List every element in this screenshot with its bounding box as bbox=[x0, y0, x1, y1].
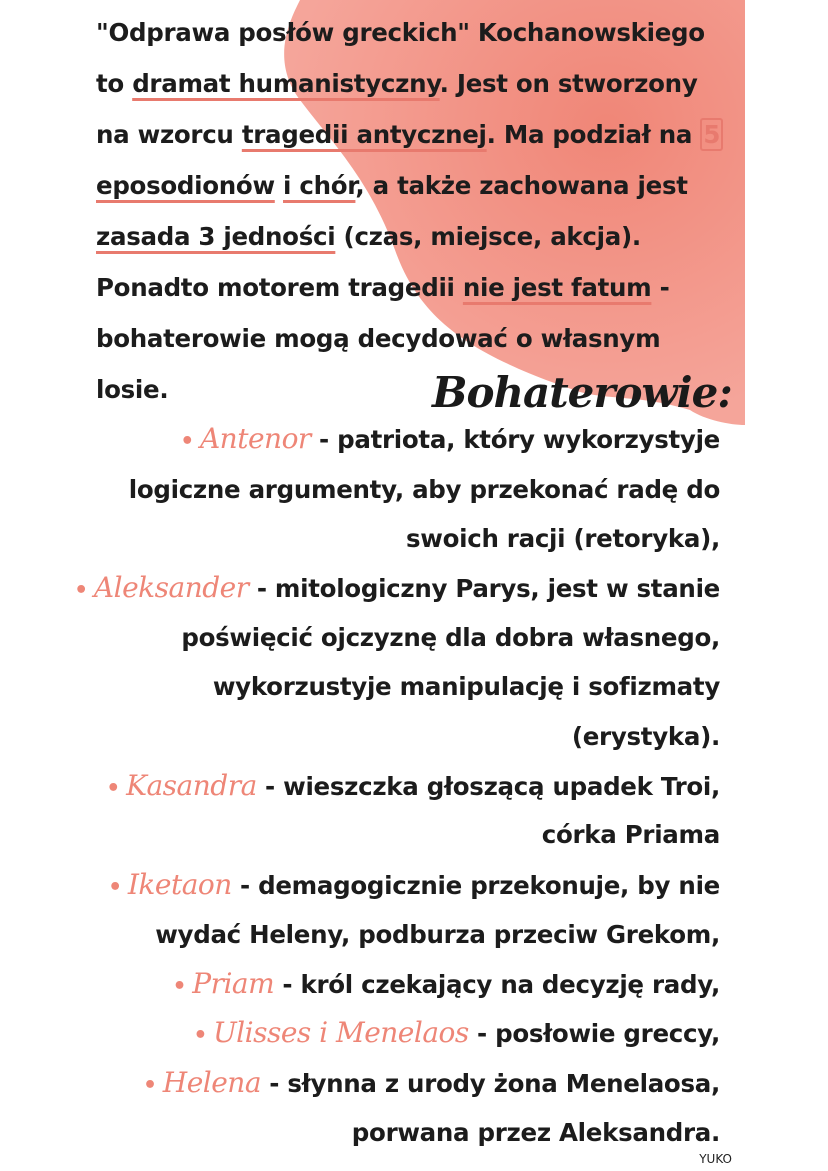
highlight-term: dramat humanistyczny bbox=[132, 69, 440, 98]
highlight-term: nie jest fatum bbox=[462, 273, 652, 302]
highlight-term: eposodionów bbox=[96, 171, 275, 200]
bullet-icon: • bbox=[172, 974, 187, 999]
character-desc-line: (erystyka). bbox=[571, 722, 720, 751]
bullet-icon: • bbox=[106, 776, 121, 801]
bullet-icon: • bbox=[74, 578, 88, 603]
bullet-icon: • bbox=[180, 429, 194, 454]
intro-line-3: na wzorcu tragedii antycznej. Ma podział na 5 bbox=[96, 120, 723, 150]
character-desc-line: porwana przez Aleksandra. bbox=[351, 1118, 720, 1147]
number-badge: 5 bbox=[700, 118, 723, 151]
bullet-icon: • bbox=[143, 1073, 157, 1098]
character-desc-line: córka Priama bbox=[541, 820, 720, 849]
character-priam: • Priam - król czekający na decyzję rady, bbox=[172, 967, 720, 1000]
intro-line-5: zasada 3 jedności (czas, miejsce, akcja). bbox=[96, 222, 641, 251]
character-name: Iketaon bbox=[127, 868, 232, 901]
character-name: Priam bbox=[192, 967, 275, 1000]
highlight-term: tragedii antycznej bbox=[241, 120, 487, 149]
intro-line-2: to dramat humanistyczny. Jest on stworzony bbox=[96, 69, 698, 98]
character-kasandra: • Kasandra - wieszczka głoszącą upadek Troi, bbox=[106, 769, 720, 802]
character-helena: • Helena - słynna z urody żona Menelaosa, bbox=[143, 1066, 720, 1099]
author-signature: YUKO bbox=[699, 1152, 732, 1166]
character-name: Helena bbox=[162, 1066, 262, 1099]
intro-line-4: eposodionów i chór, a także zachowana jest bbox=[96, 171, 688, 200]
character-desc-line: wykorzustyje manipulację i sofizmaty bbox=[212, 672, 720, 701]
character-antenor: • Antenor - patriota, który wykorzystyje bbox=[180, 422, 720, 455]
character-iketaon: • Iketaon - demagogicznie przekonuje, by nie bbox=[108, 868, 720, 901]
intro-line-6: Ponadto motorem tragedii nie jest fatum - bbox=[96, 273, 670, 302]
section-heading: Bohaterowie: bbox=[432, 368, 732, 417]
character-desc-line: poświęcić ojczyznę dla dobra własnego, bbox=[181, 623, 720, 652]
bullet-icon: • bbox=[193, 1023, 208, 1048]
character-name: Kasandra bbox=[126, 769, 257, 802]
character-name: Antenor bbox=[199, 422, 311, 455]
intro-line-7: bohaterowie mogą decydować o własnym bbox=[96, 324, 661, 353]
character-desc-line: swoich racji (retoryka), bbox=[405, 524, 720, 553]
character-name: Ulisses i Menelaos bbox=[213, 1016, 469, 1049]
character-aleksander: • Aleksander - mitologiczny Parys, jest w stanie bbox=[74, 571, 720, 604]
character-desc-line: logiczne argumenty, aby przekonać radę do bbox=[128, 475, 720, 504]
intro-line-8: losie. bbox=[96, 375, 169, 404]
highlight-term: i chór bbox=[283, 171, 356, 200]
character-name: Aleksander bbox=[93, 571, 249, 604]
character-ulisses-menelaos: • Ulisses i Menelaos - posłowie greccy, bbox=[193, 1016, 720, 1049]
highlight-term: zasada 3 jedności bbox=[96, 222, 336, 251]
intro-line-1: "Odprawa posłów greckich" Kochanowskiego bbox=[96, 18, 705, 47]
bullet-icon: • bbox=[108, 875, 122, 900]
character-desc-line: wydać Heleny, podburza przeciw Grekom, bbox=[155, 920, 720, 949]
